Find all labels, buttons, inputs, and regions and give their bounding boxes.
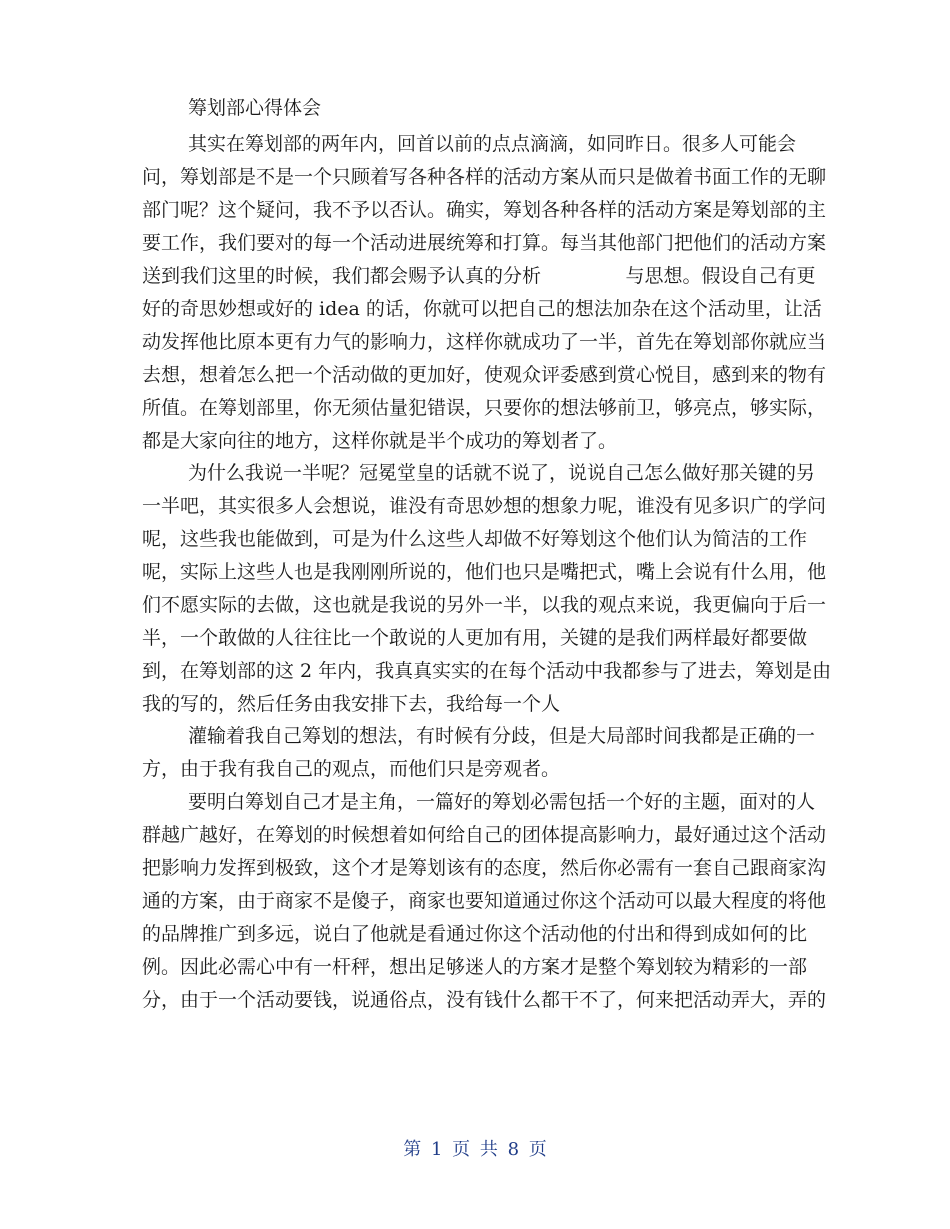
text-line: 我的写的，然后任务由我安排下去，我给每一个人 [142,693,561,715]
page-footer: 第 1 页 共 8 页 [403,1139,547,1160]
text-line: 部门呢？这个疑问，我不予以否认。确实，筹划各种各样的活动方案是筹划部的主 [142,199,827,221]
text-line: 分，由于一个活动要钱，说通俗点，没有钱什么都干不了，何来把活动弄大，弄的 [142,989,827,1011]
text-line: 通的方案，由于商家不是傻子，商家也要知道通过你这个活动可以最大程度的将他 [142,890,827,912]
text-line: 其实在筹划部的两年内，回首以前的点点滴滴，如同昨日。很多人可能会 [188,133,797,155]
text-line: 灌输着我自己筹划的想法，有时候有分歧，但是大局部时间我都是正确的一 [188,725,816,747]
text-line: 好的奇思妙想或好的 idea 的话，你就可以把自己的想法加杂在这个活动里，让活 [142,298,822,320]
text-line: 为什么我说一半呢？冠冕堂皇的话就不说了，说说自己怎么做好那关键的另 [188,462,816,484]
text-line: 把影响力发挥到极致，这个才是筹划该有的态度，然后你必需有一套自己跟商家沟 [142,857,827,879]
text-line: 动发挥他比原本更有力气的影响力，这样你就成功了一半，首先在筹划部你就应当 [142,331,827,353]
text-line: 一半吧，其实很多人会想说，谁没有奇思妙想的想象力呢，谁没有见多识广的学问 [142,495,827,517]
text-line: 半，一个敢做的人往往比一个敢说的人更加有用，关键的是我们两样最好都要做 [142,627,808,649]
text-line: 所值。在筹划部里，你无须估量犯错误，只要你的想法够前卫，够亮点，够实际， [142,397,827,419]
text-line: 都是大家向往的地方，这样你就是半个成功的筹划者了。 [142,430,618,452]
text-line: 要明白筹划自己才是主角，一篇好的筹划必需包括一个好的主题，面对的人 [188,791,816,813]
text-line: 方，由于我有我自己的观点，而他们只是旁观者。 [142,758,561,780]
text-line: 的品牌推广到多远，说白了他就是看通过你这个活动他的付出和得到成如何的比 [142,923,808,945]
text-line: 问，筹划部是不是一个只顾着写各种各样的活动方案从而只是做着书面工作的无聊 [142,166,827,188]
text-line: 去想，想着怎么把一个活动做的更加好，使观众评委感到赏心悦目，感到来的物有 [142,364,827,386]
document-title: 筹划部心得体会 [188,97,322,119]
text-line: 群越广越好，在筹划的时候想着如何给自己的团体提高影响力，最好通过这个活动 [142,824,827,846]
text-line: 到，在筹划部的这 2 年内，我真真实实的在每个活动中我都参与了进去，筹划是由 [142,660,832,682]
text-line: 要工作，我们要对的每一个活动进展统筹和打算。每当其他部门把他们的活动方案 [142,232,827,254]
text-line: 送到我们这里的时候，我们都会赐予认真的分析 与思想。假设自己有更 [142,265,816,287]
text-line: 呢，这些我也能做到，可是为什么这些人却做不好筹划这个他们认为简洁的工作 [142,528,808,550]
text-line: 例。因此必需心中有一杆秤，想出足够迷人的方案才是整个筹划较为精彩的一部 [142,956,808,978]
text-line: 呢，实际上这些人也是我刚刚所说的，他们也只是嘴把式，嘴上会说有什么用，他 [142,561,827,583]
text-line: 们不愿实际的去做，这也就是我说的另外一半，以我的观点来说，我更偏向于后一 [142,594,827,616]
